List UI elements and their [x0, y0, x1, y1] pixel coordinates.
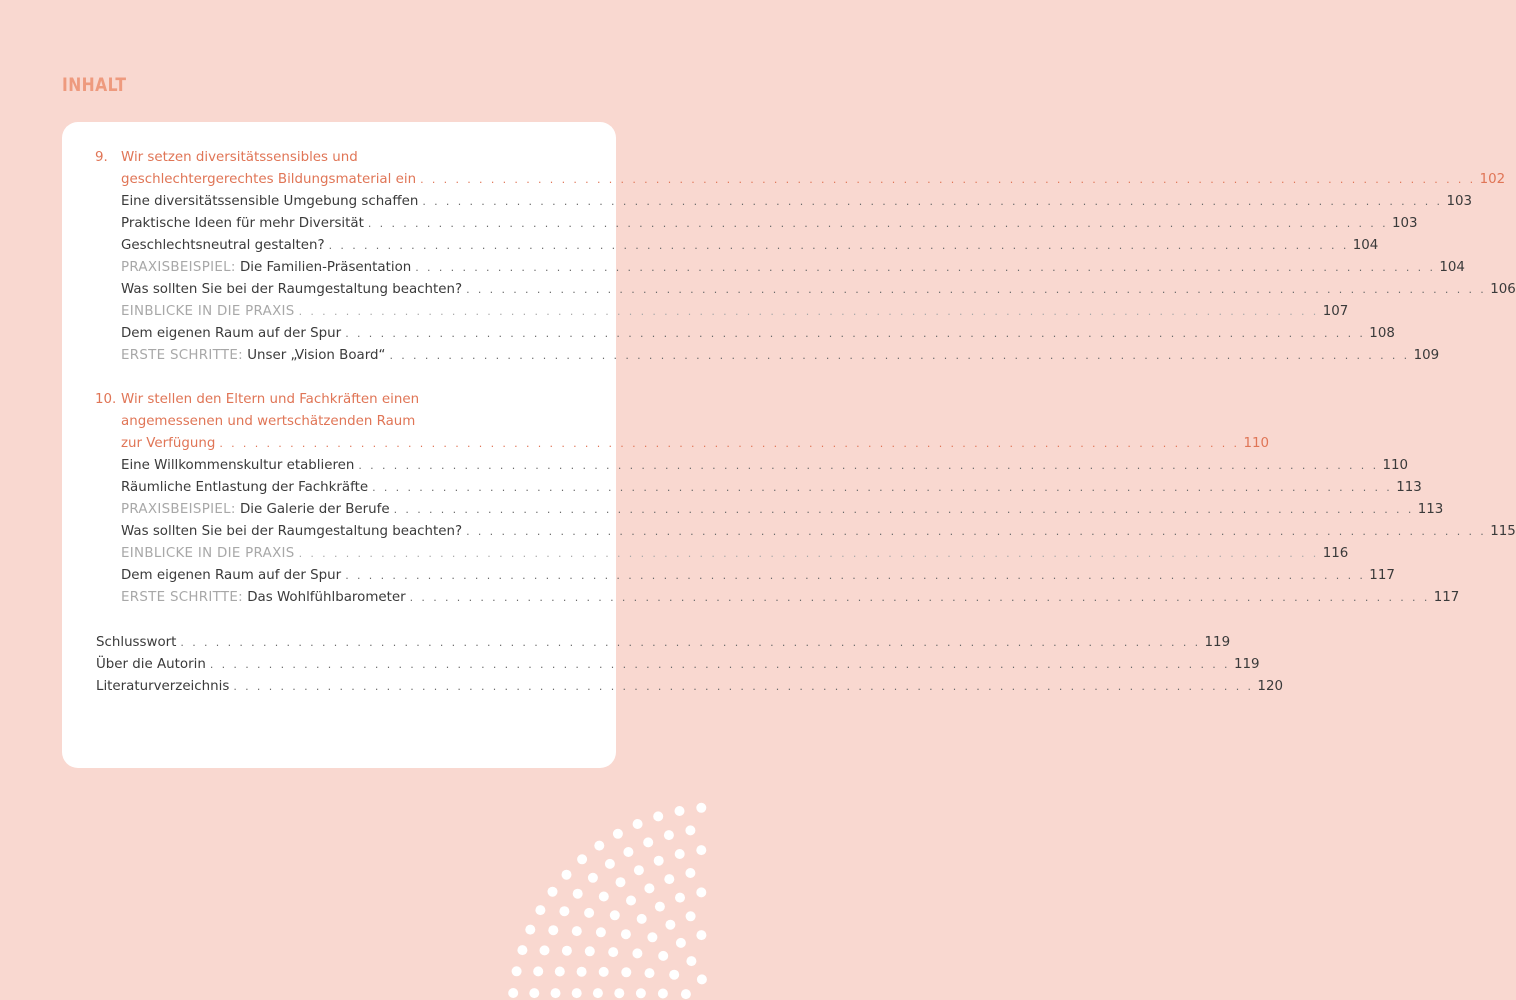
decorative-dot — [675, 806, 685, 816]
decorative-dot — [548, 887, 558, 897]
page-number: 104 — [1352, 238, 1379, 253]
leader-dots: . . . . . . . . . . . . . . . . . . . . . . . . . . . . . . . . . . . . . . . . . . . . . . . . . . . . . . . . . . . . . . . . . . . . . . . . . . . . . . . . . . . . . . . — [345, 569, 1366, 582]
chapter-title-line: Wir setzen diversitätssensibles und — [121, 150, 358, 165]
decorative-dot — [654, 856, 664, 866]
toc-entry[interactable] — [121, 477, 1422, 499]
toc-entry[interactable] — [121, 213, 1418, 235]
entry-text: Dem eigenen Raum auf der Spur — [121, 326, 342, 341]
entry-text: Die Galerie der Berufe — [239, 502, 390, 517]
leader-dots: . . . . . . . . . . . . . . . . . . . . . . . . . . . . . . . . . . . . . . . . . . . . . . . . . . . . . . . . . . . . . . . . . . . . . . . . . . . . . . . . . . . . . . . — [415, 261, 1436, 274]
decorative-dot — [610, 910, 620, 920]
decorative-dot — [664, 830, 674, 840]
decorative-dot — [529, 988, 539, 998]
leader-dots: . . . . . . . . . . . . . . . . . . . . . . . . . . . . . . . . . . . . . . . . . . . . . . . . . . . . . . . . . . . . . . . . . . . . . . . . . . . . . . . . . . . . . . . — [219, 437, 1240, 450]
entry-text: Geschlechtsneutral gestalten? — [121, 238, 325, 253]
leader-dots: . . . . . . . . . . . . . . . . . . . . . . . . . . . . . . . . . . . . . . . . . . . . . . . . . . . . . . . . . . . . . . . . . . . . . . . . . . . . . . . . . . . . . . . — [389, 349, 1410, 362]
decorative-dot — [669, 970, 679, 980]
entry-prefix: ERSTE SCHRITTE: — [121, 590, 243, 605]
decorative-dot — [637, 914, 647, 924]
leader-dots: . . . . . . . . . . . . . . . . . . . . . . . . . . . . . . . . . . . . . . . . . . . . . . . . . . . . . . . . . . . . . . . . . . . . . . . . . . . . . . . . . . . . . . . — [209, 658, 1230, 671]
page-number: 107 — [1322, 304, 1349, 319]
decorative-dot — [577, 854, 587, 864]
entry-text: Das Wohlfühlbarometer — [247, 590, 406, 605]
toc-entry[interactable] — [121, 521, 1516, 543]
decorative-dot — [685, 825, 695, 835]
page-number: 109 — [1413, 348, 1440, 363]
entry-text: Eine diversitätssensible Umgebung schaffen — [121, 194, 419, 209]
toc-entry[interactable] — [121, 587, 1460, 609]
leader-dots: . . . . . . . . . . . . . . . . . . . . . . . . . . . . . . . . . . . . . . . . . . . . . . . . . . . . . . . . . . . . . . . . . . . . . . . . . . . . . . . . . . . . . . . — [466, 283, 1487, 296]
chapter-title-entry[interactable] — [121, 433, 1269, 455]
toc-entry[interactable] — [121, 191, 1473, 213]
entry-text: Räumliche Entlastung der Fachkräfte — [121, 480, 369, 495]
decorative-dot — [555, 967, 565, 977]
decorative-dot — [596, 927, 606, 937]
decorative-dot — [584, 908, 594, 918]
decorative-dot — [644, 883, 654, 893]
page-number: 113 — [1417, 502, 1444, 517]
decorative-dot — [686, 956, 696, 966]
decorative-dot — [614, 988, 624, 998]
decorative-dot — [517, 945, 527, 955]
decorative-dot — [665, 920, 675, 930]
decorative-dot — [643, 837, 653, 847]
page-number: 119 — [1233, 657, 1260, 672]
page-number: 108 — [1369, 326, 1395, 341]
entry-text: Eine Willkommenskultur etablieren — [121, 458, 355, 473]
chapter-number: 9. — [95, 150, 108, 165]
toc-entry[interactable] — [121, 279, 1516, 301]
decorative-dot — [585, 946, 595, 956]
leader-dots: . . . . . . . . . . . . . . . . . . . . . . . . . . . . . . . . . . . . . . . . . . . . . . . . . . . . . . . . . . . . . . . . . . . . . . . . . . . . . . . . . . . . . . . — [180, 636, 1201, 649]
decorative-dot — [655, 902, 665, 912]
leader-dots: . . . . . . . . . . . . . . . . . . . . . . . . . . . . . . . . . . . . . . . . . . . . . . . . . . . . . . . . . . . . . . . . . . . . . . . . . . . . . . . . . . . . . . . — [393, 503, 1414, 516]
entry-text: Praktische Ideen für mehr Diversität — [121, 216, 364, 231]
leader-dots: . . . . . . . . . . . . . . . . . . . . . . . . . . . . . . . . . . . . . . . . . . . . . . . . . . . . . . . . . . . . . . . . . . . . . . . . . . . . . . . . . . . . . . . — [372, 481, 1393, 494]
entry-text: Unser „Vision Board“ — [247, 348, 386, 363]
page-number: 119 — [1204, 635, 1231, 650]
decorative-dot — [573, 889, 583, 899]
leader-dots: . . . . . . . . . . . . . . . . . . . . . . . . . . . . . . . . . . . . . . . . . . . . . . . . . . . . . . . . . . . . . . . . . . . . . . . . . . . . . . . . . . . . . . . — [422, 195, 1443, 208]
toc-entry[interactable] — [121, 565, 1395, 587]
decorative-dot — [685, 868, 695, 878]
page-number: 117 — [1369, 568, 1395, 583]
decorative-dot — [653, 811, 663, 821]
decorative-dot — [696, 845, 706, 855]
entry-text: Was sollten Sie bei der Raumgestaltung beachten? — [121, 282, 463, 297]
decorative-dot — [608, 947, 618, 957]
decorative-dot — [540, 945, 550, 955]
decorative-dot — [577, 967, 587, 977]
chapter-title-text: zur Verfügung — [121, 436, 216, 451]
decorative-dot — [599, 892, 609, 902]
decorative-dot — [512, 966, 522, 976]
toc-entry[interactable] — [121, 301, 1349, 323]
leader-dots: . . . . . . . . . . . . . . . . . . . . . . . . . . . . . . . . . . . . . . . . . . . . . . . . . . . . . . . . . . . . . . . . . . . . . . . . . . . . . . . . . . . . . . . — [233, 680, 1254, 693]
toc-entry[interactable] — [96, 632, 1231, 654]
leader-dots: . . . . . . . . . . . . . . . . . . . . . . . . . . . . . . . . . . . . . . . . . . . . . . . . . . . . . . . . . . . . . . . . . . . . . . . . . . . . . . . . . . . . . . . — [466, 525, 1487, 538]
entry-text: Die Familien-Präsentation — [239, 260, 412, 275]
toc-entry[interactable] — [96, 676, 1283, 698]
leader-dots: . . . . . . . . . . . . . . . . . . . . . . . . . . . . . . . . . . . . . . . . . . . . . . . . . . . . . . . . . . . . . . . . . . . . . . . . . . . . . . . . . . . . . . . — [345, 327, 1366, 340]
entry-text: Über die Autorin — [96, 657, 206, 672]
decorative-dot — [616, 877, 626, 887]
decorative-dot — [626, 896, 636, 906]
decorative-dot — [658, 951, 668, 961]
toc-entry[interactable] — [96, 654, 1260, 676]
decorative-dot — [675, 849, 685, 859]
entry-prefix: EINBLICKE IN DIE PRAXIS — [121, 546, 295, 561]
page-number: 117 — [1433, 590, 1460, 605]
decorative-dot — [623, 847, 633, 857]
decorative-dot — [572, 988, 582, 998]
decorative-dot — [562, 946, 572, 956]
decorative-dot — [647, 932, 657, 942]
decorative-dot — [675, 893, 685, 903]
entry-text: Literaturverzeichnis — [96, 679, 230, 694]
decorative-dot — [594, 841, 604, 851]
page-number: 102 — [1479, 172, 1506, 187]
chapter-title-text: geschlechtergerechtes Bildungsmaterial ein — [121, 172, 417, 187]
leader-dots: . . . . . . . . . . . . . . . . . . . . . . . . . . . . . . . . . . . . . . . . . . . . . . . . . . . . . . . . . . . . . . . . . . . . . . . . . . . . . . . . . . . . . . . — [328, 239, 1349, 252]
decorative-dot — [525, 925, 535, 935]
entry-text: Dem eigenen Raum auf der Spur — [121, 568, 342, 583]
decorative-dot — [676, 938, 686, 948]
decorative-dot — [605, 859, 615, 869]
page-number: 110 — [1243, 436, 1269, 451]
decorative-dot — [533, 966, 543, 976]
decorative-dot — [632, 948, 642, 958]
decorative-dot — [696, 887, 706, 897]
chapter-title-line: angemessenen und wertschätzenden Raum — [121, 414, 416, 429]
toc-entry[interactable] — [121, 345, 1440, 367]
decorative-dot — [621, 967, 631, 977]
decorative-dot — [633, 819, 643, 829]
entry-prefix: PRAXISBEISPIEL: — [121, 260, 236, 275]
page-title: INHALT — [62, 74, 127, 96]
toc-entry[interactable] — [121, 455, 1409, 477]
page-number: 104 — [1439, 260, 1465, 275]
decorative-dot — [697, 974, 707, 984]
decorative-dot — [572, 926, 582, 936]
decorative-dot — [535, 905, 545, 915]
leader-dots: . . . . . . . . . . . . . . . . . . . . . . . . . . . . . . . . . . . . . . . . . . . . . . . . . . . . . . . . . . . . . . . . . . . . . . . . . . . . . . . . . . . . . . . . . . — [420, 173, 1476, 186]
leader-dots: . . . . . . . . . . . . . . . . . . . . . . . . . . . . . . . . . . . . . . . . . . . . . . . . . . . . . . . . . . . . . . . . . . . . . . . . . . . . . . . . . . . . . . . — [367, 217, 1388, 230]
leader-dots: . . . . . . . . . . . . . . . . . . . . . . . . . . . . . . . . . . . . . . . . . . . . . . . . . . . . . . . . . . . . . . . . . . . . . . . . . . . . . . . . . . . . . . . — [298, 547, 1319, 560]
decorative-dot — [696, 803, 706, 813]
chapter-number: 10. — [95, 392, 117, 407]
entry-text: Was sollten Sie bei der Raumgestaltung beachten? — [121, 524, 463, 539]
entry-text: Schlusswort — [96, 635, 177, 650]
chapter-title-line: Wir stellen den Eltern und Fachkräften einen — [121, 392, 420, 407]
toc-entry[interactable] — [121, 543, 1349, 565]
page-number: 110 — [1382, 458, 1409, 473]
toc-entry[interactable] — [121, 323, 1395, 345]
entry-prefix: EINBLICKE IN DIE PRAXIS — [121, 304, 295, 319]
leader-dots: . . . . . . . . . . . . . . . . . . . . . . . . . . . . . . . . . . . . . . . . . . . . . . . . . . . . . . . . . . . . . . . . . . . . . . . . . . . . . . . . . . . . . . . — [409, 591, 1430, 604]
decorative-dot — [551, 988, 561, 998]
decorative-dot — [559, 906, 569, 916]
decorative-dot — [645, 968, 655, 978]
entry-prefix: ERSTE SCHRITTE: — [121, 348, 243, 363]
decorative-dot — [588, 873, 598, 883]
entry-prefix: PRAXISBEISPIEL: — [121, 502, 236, 517]
decorative-dot — [548, 925, 558, 935]
decorative-dot — [634, 865, 644, 875]
page-number: 103 — [1391, 216, 1418, 231]
decorative-dot — [593, 988, 603, 998]
chapter-title-entry[interactable] — [121, 169, 1506, 191]
toc-entry[interactable] — [121, 235, 1379, 257]
decorative-dot — [686, 911, 696, 921]
leader-dots: . . . . . . . . . . . . . . . . . . . . . . . . . . . . . . . . . . . . . . . . . . . . . . . . . . . . . . . . . . . . . . . . . . . . . . . . . . . . . . . . . . . . . . . — [358, 459, 1379, 472]
decorative-dot — [613, 829, 623, 839]
page-number: 113 — [1396, 480, 1422, 495]
decorative-dot — [664, 874, 674, 884]
decorative-dot — [621, 929, 631, 939]
toc-entry[interactable] — [121, 499, 1444, 521]
decorative-dot — [658, 989, 668, 999]
page-number: 115 — [1490, 524, 1516, 539]
page-number: 120 — [1257, 679, 1283, 694]
decorative-dot — [696, 930, 706, 940]
decorative-dot — [562, 870, 572, 880]
toc-entry[interactable] — [121, 257, 1465, 279]
leader-dots: . . . . . . . . . . . . . . . . . . . . . . . . . . . . . . . . . . . . . . . . . . . . . . . . . . . . . . . . . . . . . . . . . . . . . . . . . . . . . . . . . . . . . . . — [298, 305, 1319, 318]
page-number: 116 — [1322, 546, 1349, 561]
page-number: 103 — [1446, 194, 1473, 209]
decorative-dot — [636, 988, 646, 998]
decorative-dot — [599, 967, 609, 977]
page-number: 106 — [1490, 282, 1516, 297]
decorative-dot — [508, 988, 518, 998]
decorative-dot — [681, 989, 691, 999]
